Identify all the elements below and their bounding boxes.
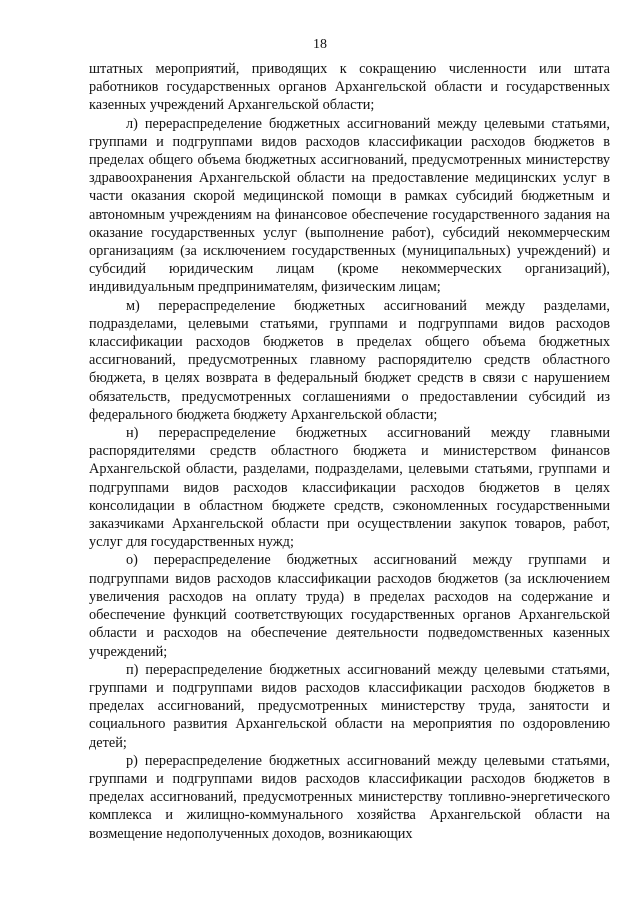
- page-number: 18: [313, 37, 327, 52]
- paragraph-l: л) перераспределение бюджетных ассигнований между целевыми статьями, группами и подгруппами видов расходов классификации расходов бюджетов в пределах общего объема бюджетных ассигнований, предусмотренных министерству здравоохранения Архангельской области на предоставление медицинских услуг в части оказания скорой медицинской помощи в рамках субсидий бюджетным и автономным учреждениям на финансовое обеспечение государственного задания на оказание государственных услуг (выполнение работ), субсидий некоммерческим организациям (за исключением государственных (муниципальных) учреждений) и субсидий юридическим лицам (кроме некоммерческих организаций), индивидуальным предпринимателям, физическим лицам;: [89, 115, 610, 296]
- paragraph-n: н) перераспределение бюджетных ассигнований между главными распорядителями средств областного бюджета и министерством финансов Архангельской области, разделами, подразделами, целевыми статьями, группами и подгруппами видов расходов классификации расходов бюджетов в целях консолидации в областном бюджете средств, сэкономленных государственными заказчиками Архангельской области при осуществлении закупок товаров, работ, услуг для государственных нужд;: [89, 425, 610, 551]
- paragraph-m: м) перераспределение бюджетных ассигнований между разделами, подразделами, целевыми статьями, группами и подгруппами видов расходов классификации расходов бюджетов в пределах общего объема бюджетных ассигнований, предусмотренных главному распорядителю средств областного бюджета, в целях возврата в федеральный бюджет средств в связи с нарушением обязательств, предусмотренных соглашениями о предоставлении субсидий из федерального бюджета бюджету Архангельской области;: [89, 297, 610, 423]
- paragraph-r: р) перераспределение бюджетных ассигнований между целевыми статьями, группами и подгруппами видов расходов классификации расходов бюджетов в пределах ассигнований, предусмотренных министерству топливно-энергетического комплекса и жилищно-коммунального хозяйства Архангельской области на возмещение недополученных доходов, возникающих: [89, 752, 610, 842]
- document-body: [89, 60, 610, 843]
- paragraph-continuation: штатных мероприятий, приводящих к сокращению численности или штата работников государственных органов Архангельской области и государственных казенных учреждений Архангельской области;: [89, 61, 610, 114]
- paragraph-o: о) перераспределение бюджетных ассигнований между группами и подгруппами видов расходов классификации расходов бюджетов (за исключением увеличения расходов на оплату труда) в пределах расходов на содержание и обеспечение функций соответствующих государственных органов Архангельской области и расходов на обеспечение деятельности подведомственных казенных учреждений;: [89, 552, 610, 660]
- paragraph-p: п) перераспределение бюджетных ассигнований между целевыми статьями, группами и подгруппами видов расходов классификации расходов бюджетов в пределах ассигнований, предусмотренных министерству труда, занятости и социального развития Архангельской области на мероприятия по оздоровлению детей;: [89, 661, 610, 751]
